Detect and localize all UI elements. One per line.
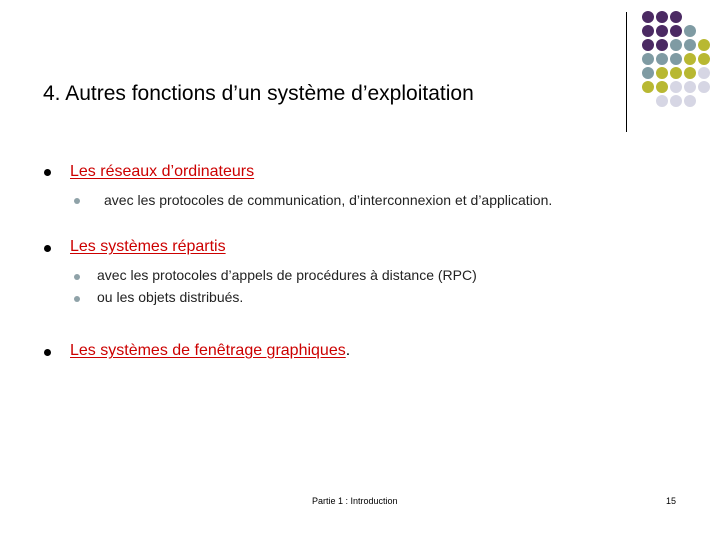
decor-dot — [670, 39, 682, 51]
bullet-dot — [44, 245, 51, 252]
decor-dot — [670, 11, 682, 23]
decor-dot — [684, 39, 696, 51]
decor-dot — [656, 81, 668, 93]
decor-dot — [642, 53, 654, 65]
bullet-dot — [44, 169, 51, 176]
footer-section-label: Partie 1 : Introduction — [312, 496, 398, 506]
decor-dot — [684, 81, 696, 93]
bullet-networks: Les réseaux d’ordinateurs — [70, 163, 255, 180]
sub-bullet-dot — [74, 198, 80, 204]
decor-dot — [670, 25, 682, 37]
decor-dot — [642, 11, 654, 23]
bullet-windowing-systems — [70, 342, 350, 360]
sub-bullet-distributed-objects: ou les objets distribués. — [97, 289, 244, 305]
page-number: 15 — [666, 496, 677, 506]
decor-dot — [670, 95, 682, 107]
decor-dot — [684, 53, 696, 65]
decor-dot — [698, 81, 710, 93]
decor-dot — [656, 11, 668, 23]
decor-dot — [684, 67, 696, 79]
decor-dot — [656, 39, 668, 51]
decor-dot — [656, 25, 668, 37]
decor-dot — [656, 95, 668, 107]
sub-bullet-rpc: avec les protocoles d’appels de procédures à distance (RPC) — [97, 267, 477, 283]
sub-bullet-dot — [74, 274, 80, 280]
bullet-windowing-systems-text: Les systèmes de fenêtrage graphiques — [70, 342, 346, 359]
decor-dot — [684, 95, 696, 107]
bullet-suffix: . — [345, 342, 351, 359]
decor-dot — [698, 53, 710, 65]
sub-bullet-networks-protocols: avec les protocoles de communication, d’interconnexion et d’application. — [104, 192, 553, 208]
decor-dot — [642, 67, 654, 79]
decor-dot — [642, 39, 654, 51]
decorative-dot-grid — [0, 0, 720, 160]
title-divider-line — [626, 12, 627, 132]
decor-dot — [656, 67, 668, 79]
decor-dot — [698, 67, 710, 79]
decor-dot — [670, 67, 682, 79]
decor-dot — [642, 81, 654, 93]
decor-dot — [642, 25, 654, 37]
decor-dot — [684, 25, 696, 37]
sub-bullet-dot — [74, 296, 80, 302]
slide-title: 4. Autres fonctions d’un système d’exploitation — [43, 82, 474, 105]
bullet-dot — [44, 349, 51, 356]
decor-dot — [656, 53, 668, 65]
bullet-distributed-systems: Les systèmes répartis — [70, 238, 226, 255]
decor-dot — [698, 39, 710, 51]
decor-dot — [670, 53, 682, 65]
decor-dot — [670, 81, 682, 93]
